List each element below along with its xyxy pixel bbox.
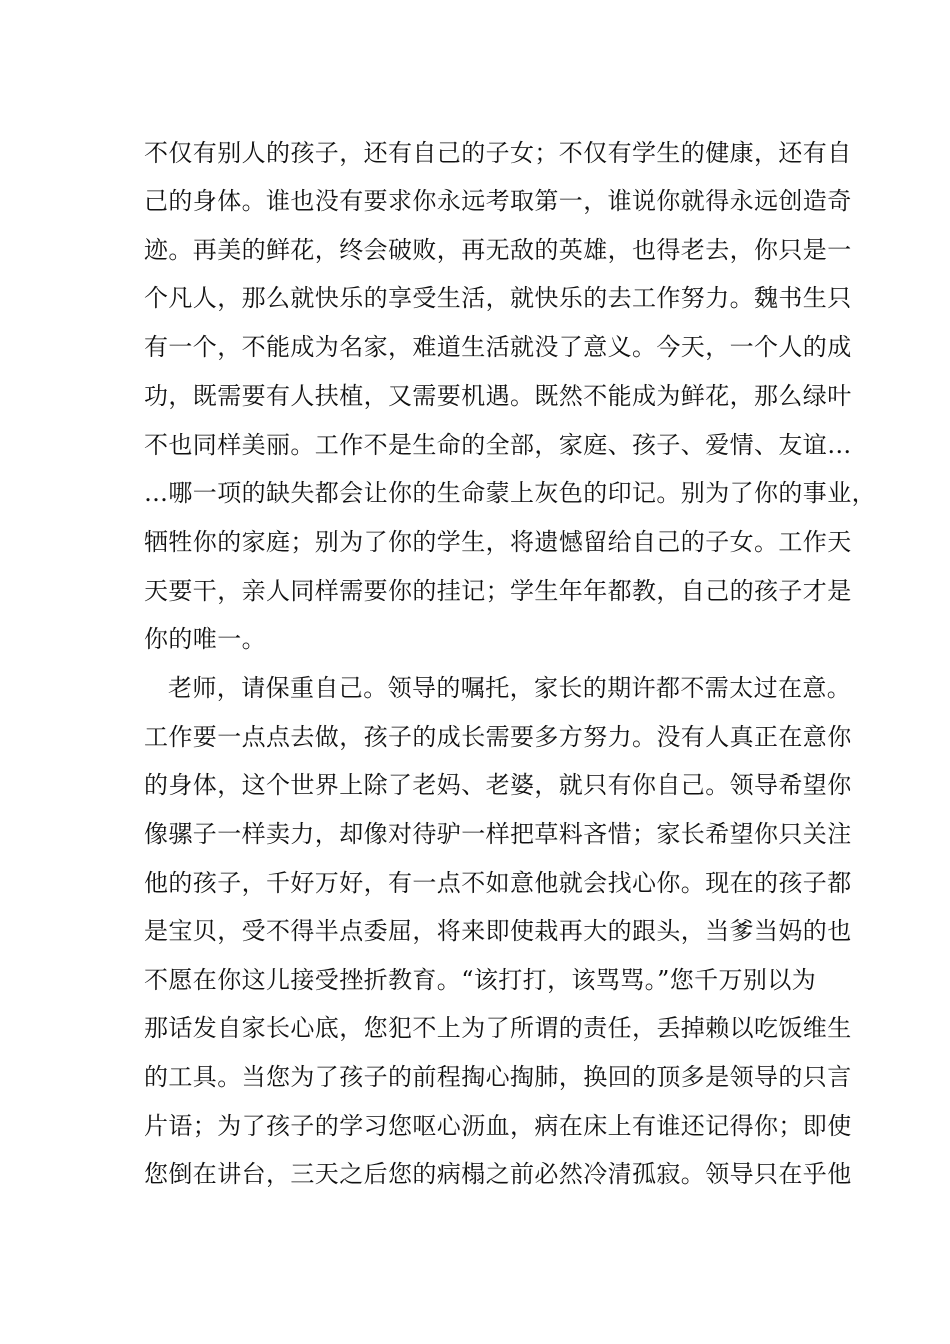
text-line: 工作要一点点去做，孩子的成长需要多方努力。没有人真正在意你 — [144, 723, 852, 751]
text-line: 他的孩子，千好万好，有一点不如意他就会找心你。现在的孩子都 — [144, 869, 852, 897]
text-line: 牺牲你的家庭；别为了你的学生，将遗憾留给自己的子女。工作天 — [144, 528, 852, 556]
text-line: …哪一项的缺失都会让你的生命蒙上灰色的印记。别为了你的事业， — [144, 479, 876, 507]
text-line: 功，既需要有人扶植，又需要机遇。既然不能成为鲜花，那么绿叶 — [144, 382, 852, 410]
text-line: 有一个，不能成为名家，难道生活就没了意义。今天，一个人的成 — [144, 333, 852, 361]
text-line: 迹。再美的鲜花，终会破败，再无敌的英雄，也得老去，你只是一 — [144, 236, 852, 264]
text-line: 个凡人，那么就快乐的享受生活，就快乐的去工作努力。魏书生只 — [144, 284, 852, 312]
text-line: 你的唯一。 — [144, 625, 266, 653]
text-line: 老师，请保重自己。领导的嘱托，家长的期许都不需太过在意。 — [168, 674, 852, 702]
text-line: 是宝贝，受不得半点委屈，将来即使栽再大的跟头，当爹当妈的也 — [144, 917, 852, 945]
text-line: 那话发自家长心底，您犯不上为了所谓的责任，丢掉赖以吃饭维生 — [144, 1014, 852, 1042]
text-line: 您倒在讲台，三天之后您的病榻之前必然冷清孤寂。领导只在乎他 — [144, 1160, 852, 1188]
text-line: 不愿在你这儿接受挫折教育。“该打打，该骂骂。”您千万别以为 — [144, 966, 817, 994]
text-line: 的工具。当您为了孩子的前程掏心掏肺，换回的顶多是领导的只言 — [144, 1063, 852, 1091]
text-line: 的身体，这个世界上除了老妈、老婆，就只有你自己。领导希望你 — [144, 771, 852, 799]
text-line: 己的身体。谁也没有要求你永远考取第一，谁说你就得永远创造奇 — [144, 187, 852, 215]
text-line: 天要干，亲人同样需要你的挂记；学生年年都教，自己的孩子才是 — [144, 577, 852, 605]
text-line: 片语；为了孩子的学习您呕心沥血，病在床上有谁还记得你；即使 — [144, 1112, 852, 1140]
text-line: 不仅有别人的孩子，还有自己的子女；不仅有学生的健康，还有自 — [144, 139, 852, 167]
text-line: 不也同样美丽。工作不是生命的全部，家庭、孩子、爱情、友谊… — [144, 431, 852, 459]
text-line: 像骡子一样卖力，却像对待驴一样把草料吝惜；家长希望你只关注 — [144, 820, 852, 848]
